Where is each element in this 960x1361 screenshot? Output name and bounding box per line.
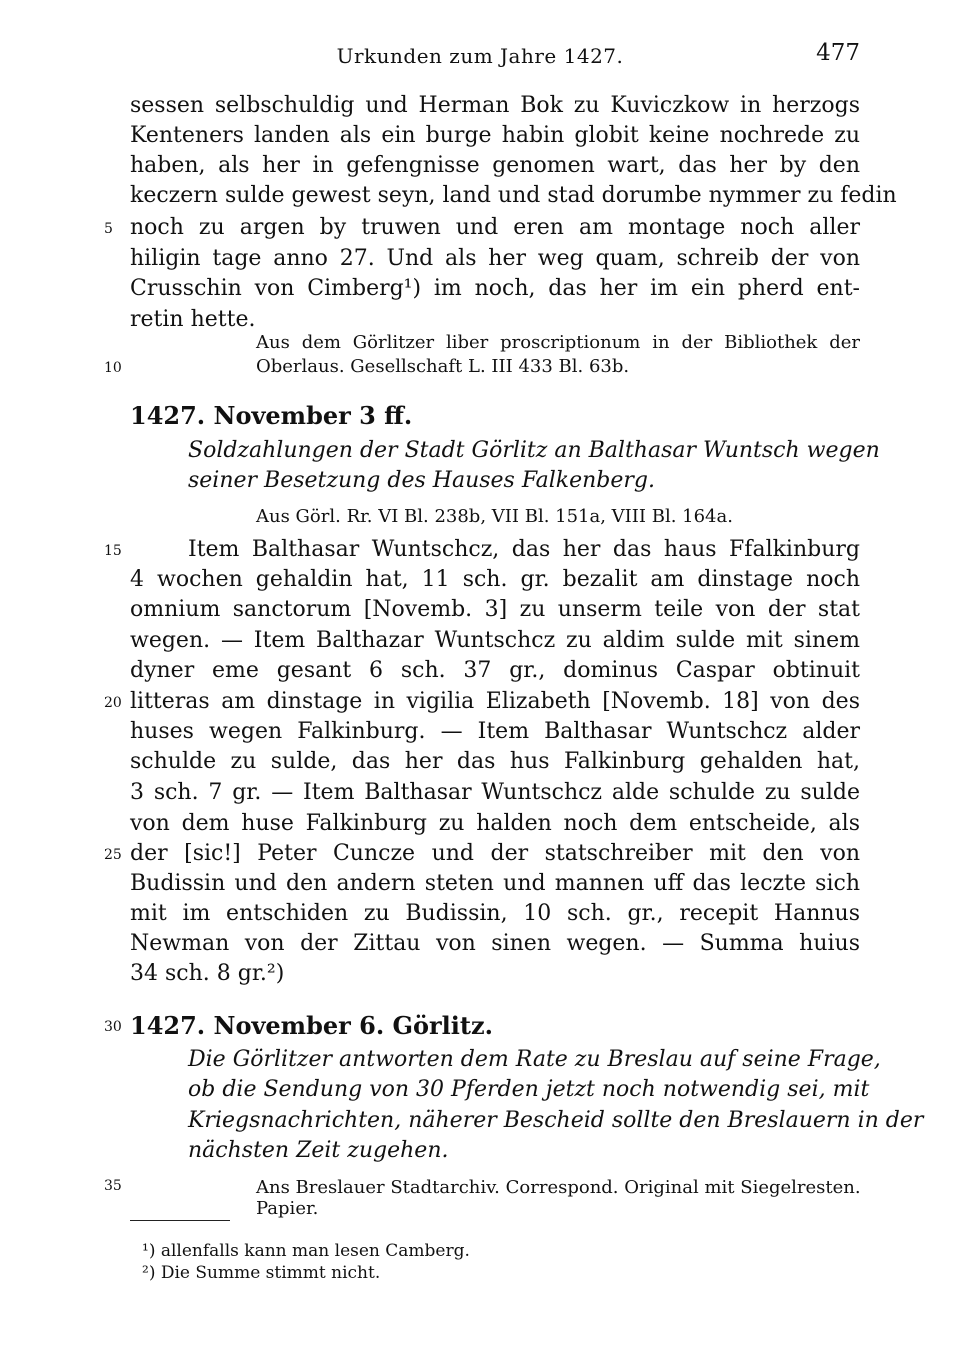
footnote: ¹) allenfalls kann man lesen Camberg. xyxy=(142,1241,470,1261)
entry-summary: seiner Besetzung des Hauses Falkenberg. xyxy=(188,468,655,493)
text-line: Item Balthasar Wuntschcz, das her das haus Ffalkinburg xyxy=(188,537,860,562)
text-line: 34 sch. 8 gr.²) xyxy=(130,961,285,986)
footnote-divider xyxy=(130,1220,230,1221)
footnote: ²) Die Summe stimmt nicht. xyxy=(142,1263,381,1283)
page-number: 477 xyxy=(816,40,860,66)
text-line: mit im entschiden zu Budissin, 10 sch. gr., recepit Hannus xyxy=(130,901,860,926)
text-line: huses wegen Falkinburg. — Item Balthasar Wuntschcz alder xyxy=(130,719,860,744)
text-line: noch zu argen by truwen und eren am montage noch aller xyxy=(130,215,860,240)
source-note: Ans Breslauer Stadtarchiv. Correspond. Original mit Siegelresten. xyxy=(256,1177,861,1198)
line-number: 15 xyxy=(104,543,122,559)
line-number: 30 xyxy=(104,1019,122,1035)
text-line: litteras am dinstage in vigilia Elizabeth [Novemb. 18] von des xyxy=(130,689,860,714)
source-note: Aus dem Görlitzer liber proscriptionum in der Bibliothek der xyxy=(256,332,860,353)
text-line: haben, als her in gefengnisse genomen wart, das her by den xyxy=(130,153,860,178)
line-number: 25 xyxy=(104,847,122,863)
entry-summary: ob die Sendung von 30 Pferden jetzt noch notwendig sei, mit xyxy=(188,1077,870,1102)
source-note: Papier. xyxy=(256,1198,319,1219)
source-note: Oberlaus. Gesellschaft L. III 433 Bl. 63b. xyxy=(256,356,630,377)
text-line: Crusschin von Cimberg¹) im noch, das her im ein pherd ent- xyxy=(130,276,860,301)
text-line: 3 sch. 7 gr. — Item Balthasar Wuntschcz alde schulde zu sulde xyxy=(130,780,860,805)
source-note: Aus Görl. Rr. VI Bl. 238b, VII Bl. 151a, VIII Bl. 164a. xyxy=(256,506,733,527)
entry-date: 1427. November 3 ff. xyxy=(130,401,413,430)
line-number: 35 xyxy=(104,1178,122,1194)
text-line: hiligin tage anno 27. Und als her weg quam, schreib der von xyxy=(130,246,860,271)
text-line: omnium sanctorum [Novemb. 3] zu unserm teile von der stat xyxy=(130,597,860,622)
text-line: sessen selbschuldig und Herman Bok zu Kuviczkow in herzogs xyxy=(130,93,860,118)
text-line: wegen. — Item Balthazar Wuntschcz zu aldim sulde mit sinem xyxy=(130,628,860,653)
text-line: schulde zu sulde, das her das hus Falkinburg gehalden hat, xyxy=(130,749,860,774)
entry-summary: nächsten Zeit zugehen. xyxy=(188,1138,449,1163)
running-header: Urkunden zum Jahre 1427. xyxy=(336,44,624,68)
entry-summary: Soldzahlungen der Stadt Görlitz an Balthasar Wuntsch wegen xyxy=(188,438,880,463)
text-line: 4 wochen gehaldin hat, 11 sch. gr. bezalit am dinstage noch xyxy=(130,567,860,592)
text-line: der [sic!] Peter Cuncze und der statschreiber mit den von xyxy=(130,841,860,866)
text-line: dyner eme gesant 6 sch. 37 gr., dominus Caspar obtinuit xyxy=(130,658,860,683)
line-number: 10 xyxy=(104,360,122,376)
line-number: 20 xyxy=(104,695,122,711)
text-line: Budissin und den andern steten und mannen uff das leczte sich xyxy=(130,871,860,896)
text-line: keczern sulde gewest seyn, land und stad dorumbe nymmer zu fedin xyxy=(130,183,897,208)
text-line: retin hette. xyxy=(130,307,256,332)
entry-date: 1427. November 6. Görlitz. xyxy=(130,1011,493,1040)
entry-summary: Die Görlitzer antworten dem Rate zu Breslau auf seine Frage, xyxy=(188,1047,881,1072)
line-number: 5 xyxy=(104,221,113,237)
text-line: Kenteners landen als ein burge habin globit keine nochrede zu xyxy=(130,123,860,148)
text-line: von dem huse Falkinburg zu halden noch dem entscheide, als xyxy=(130,811,860,836)
entry-summary: Kriegsnachrichten, näherer Bescheid sollte den Breslauern in der xyxy=(188,1108,924,1133)
text-line: Newman von der Zittau von sinen wegen. — Summa huius xyxy=(130,931,860,956)
